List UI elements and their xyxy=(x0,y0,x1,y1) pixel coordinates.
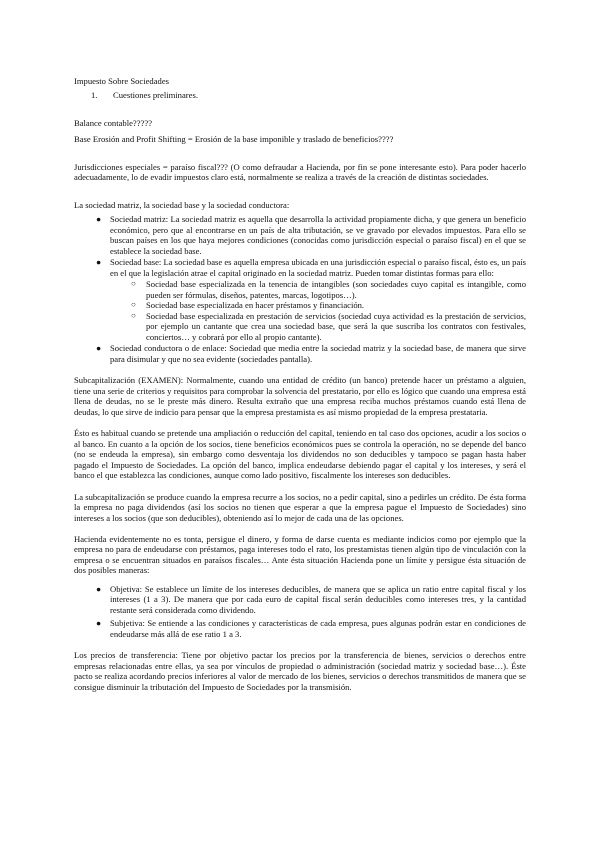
circle-bullet-icon: ○ xyxy=(131,279,136,289)
sub-list-item xyxy=(110,300,526,310)
sub-list-item xyxy=(110,279,526,300)
document-body xyxy=(74,74,526,692)
question-balance: Balance contable????? xyxy=(74,117,153,128)
list-item xyxy=(74,214,526,256)
paragraph-subcapitalizacion-2: Ésto es habitual cuando se pretende una ampliación o reducción del capital, teniendo en tal caso dos opciones, acudir a los socios o al banco. En cuanto a la opción de los socios, tiene beneficios económicos pues se controla la operación, no se depende del banco (no se endeuda la empresa), sin embargo como desventaja los dividendos no son deducibles y tampoco se pagan hasta haber pagado el Impuesto de Sociedades. La opción del banco, implica endeudarse debiendo pagar el capital y los intereses, y será el banco el que establezca las condiciones, aunque como lado positivo, fiscalmente los intereses son deducibles. xyxy=(74,428,526,481)
section-number: 1. xyxy=(91,90,98,101)
bullet-icon: ● xyxy=(96,583,102,594)
paragraph-hacienda: Hacienda evidentemente no es tonta, persigue el dinero, y forma de darse cuenta es mediante indicios como por ejemplo que la empresa no para de endeudarse con préstamos, paga intereses todo el rato, los prestamistas tienen algún tipo de vinculación con la empresa o se encuentran situados en paraísos fiscales… Ante ésta situación Hacienda pone un límite y persigue ésta situación de dos posibles maneras: xyxy=(74,533,526,576)
list-item-text: Subjetiva: Se entiende a las condiciones y características de cada empresa, pues algunas podrán estar en condiciones de endeudarse más allá de ese ratio 1 a 3. xyxy=(110,618,526,639)
section-title: Cuestiones preliminares. xyxy=(113,90,198,101)
paragraph-jurisdicciones: Jurisdicciones especiales = paraíso fiscal??? (O como defraudar a Hacienda, por fin se pone interesante esto). Para poder hacerlo adecuadamente, lo de evadir impuestos claro está, normalmente se realiza a través de la creación de distintas sociedades. xyxy=(74,161,526,183)
list-item xyxy=(74,584,526,615)
sub-list-item-text: Sociedad base especializada en prestación de servicios (sociedad cuya actividad es la prestación de servicios, por ejemplo un cantante que crea una sociedad base, que será la que suscriba los contratos con festivales, conciertos… y cobrará por ello al propio cantante). xyxy=(146,310,526,342)
list-item xyxy=(74,618,526,639)
bullet-icon: ● xyxy=(96,214,102,225)
paragraph-sociedades-intro: La sociedad matriz, la sociedad base y la sociedad conductora: xyxy=(74,199,290,210)
list-item xyxy=(74,343,526,364)
circle-bullet-icon: ○ xyxy=(131,300,136,310)
sub-list-item xyxy=(110,311,526,342)
sub-list-item-text: Sociedad base especializada en la tenencia de intangibles (son sociedades cuyo capital es intangible, como pueden ser fórmulas, diseños, patentes, marcas, logotipos…). xyxy=(146,279,526,300)
section-heading xyxy=(91,90,526,100)
paragraph-precios-transferencia: Los precios de transferencia: Tiene por objetivo pactar los precios por la transferencia de bienes, servicios o derechos entre empresas relacionadas entre ellas, ya sea por vínculos de propiedad o administración (sociedad matriz y sociedad base…). Éste pacto se realiza acordando precios inferiores al valor de mercado de los bienes, servicios o derechos transmitidos de manera que se consigue disminuir la tributación del Impuesto de Sociedades por la transmisión. xyxy=(74,650,526,692)
list-item-text: Sociedad conductora o de enlace: Sociedad que media entre la sociedad matriz y la sociedad base, de manera que sirve para disimular y que no sea evidente (sociedades pantalla). xyxy=(110,343,526,364)
sociedad-base-sublist xyxy=(110,279,526,342)
list-item-text: Sociedad base: La sociedad base es aquella empresa ubicada en una jurisdicción especial o paraíso fiscal, ésto es, un país en el que la legislación atrae el capital originado en la sociedad matriz. Pueden tomar distintas formas para ello: xyxy=(110,257,526,278)
list-item-text: Objetiva: Se establece un límite de los intereses deducibles, de manera que se aplica un ratio entre capital fiscal y los intereses (1 a 3). De manera que por cada euro de capital fiscal serán deducibles como intereses tres, y la cantidad restante será considerada como dividendo. xyxy=(110,583,526,615)
bullet-icon: ● xyxy=(96,343,102,354)
circle-bullet-icon: ○ xyxy=(131,310,136,320)
document-title: Impuesto Sobre Sociedades xyxy=(74,76,169,86)
list-item-text: Sociedad matriz: La sociedad matriz es aquella que desarrolla la actividad propiamente dicha, y que genera un beneficio económico, pero que al encontrarse en un país de alta tributación, se ve gravado por elevados impuestos. Para ello se buscan países en los que haya mejores condiciones (conocidas como jurisdicción especial o paraíso fiscal) en el que se establece la sociedad base. xyxy=(110,214,526,256)
sub-list-item-text: Sociedad base especializada en hacer préstamos y financiación. xyxy=(146,300,365,311)
sociedades-list xyxy=(74,214,526,364)
paragraph-subcapitalizacion-1: Subcapitalización (EXAMEN): Normalmente, cuando una entidad de crédito (un banco) pretende hacer un préstamo a alguien, tiene una serie de criterios y requisitos para comprobar la solvencia del prestatario, por ello es lógico que cuando una empresa está llena de deudas, no se le preste más dinero. Resulta extraño que una empresa reciba muchos préstamos cuando está llena de deudas, lo que sirve de indicio para pensar que la empresa prestamista es así mismo propiedad de la empresa prestataria. xyxy=(74,375,526,417)
list-item xyxy=(74,257,526,342)
bullet-icon: ● xyxy=(96,618,102,629)
question-beps: Base Erosión and Profit Shifting = Erosión de la base imponible y traslado de beneficios???? xyxy=(74,134,394,145)
paragraph-subcapitalizacion-3: La subcapitalización se produce cuando la empresa recurre a los socios, no a pedir capital, sino a pedirles un crédito. De ésta forma la empresa no paga dividendos (así los socios no tienen que esperar a que la empresa pague el Impuesto de Sociedades) sino intereses a los socios (que son deducibles), obteniendo así lo mejor de cada una de las opciones. xyxy=(74,491,526,523)
bullet-icon: ● xyxy=(96,257,102,268)
hacienda-methods-list xyxy=(74,584,526,639)
